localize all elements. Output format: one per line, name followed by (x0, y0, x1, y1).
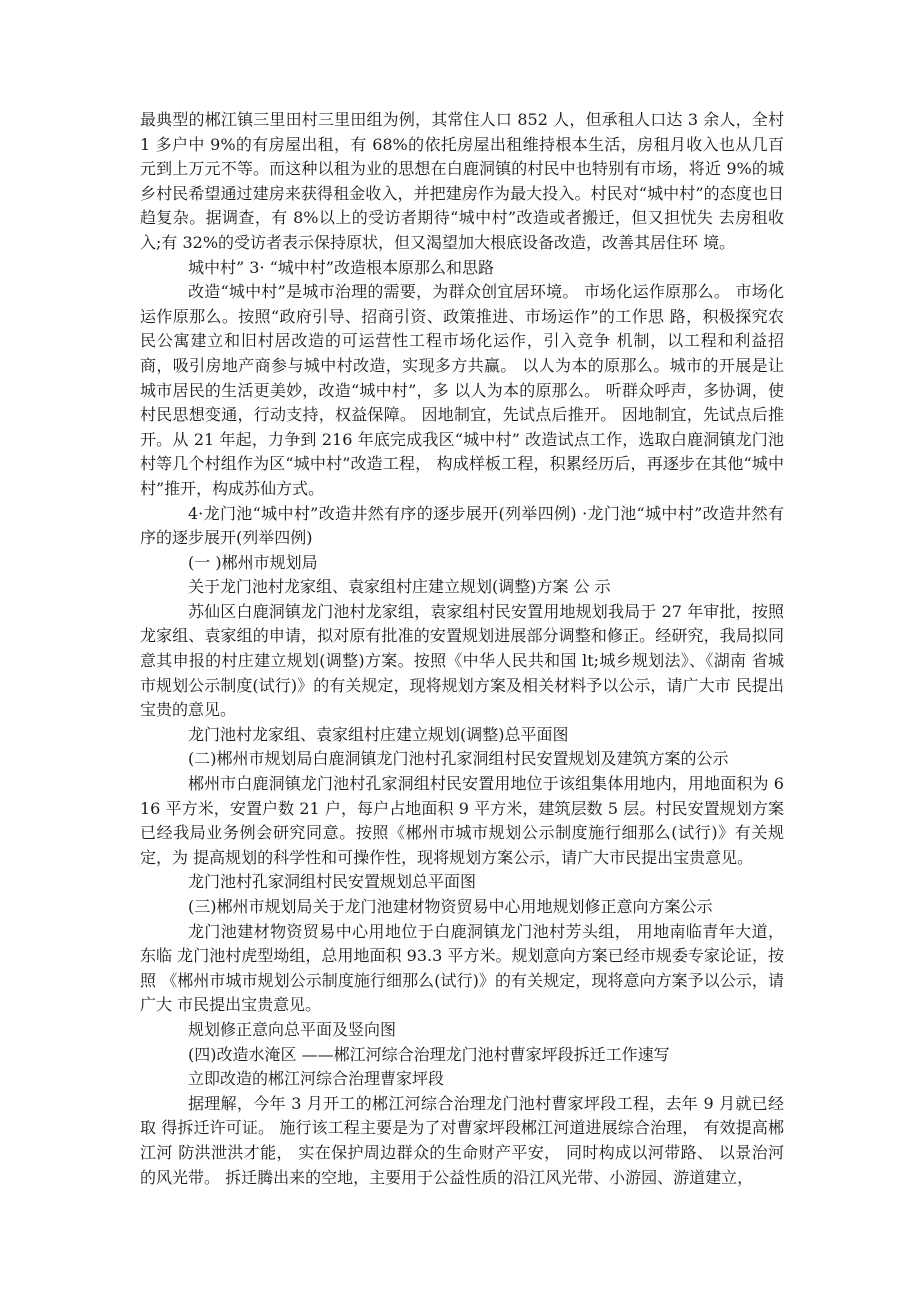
paragraph: 苏仙区白鹿洞镇龙门池村龙家组，袁家组村民安置用地规划我局于 27 年审批，按照龙家组、袁家组的申请，拟对原有批准的安置规划进展部分调整和修正。经研究，我局拟同意其申报的村庄建立规划(调整)方案。按照《中华人民共和国 lt;城乡规划法》、《湖南 省城市规划公示制度(试行)》的有关规定，现将规划方案及相关材料予以公示，请广大市 民提出宝贵的意见。 (140, 601, 784, 720)
paragraph: 最典型的郴江镇三里田村三里田组为例，其常住人口 852 人，但承租人口达 3 余人，全村 1 多户中 9%的有房屋出租，有 68%的依托房屋出租维持根本生活，房租月收入也从几百元到上万元不等。而这种以租为业的思想在白鹿洞镇的村民中也特别有市场，将近 9%的城乡村民希望通过建房来获得租金收入，并把建房作为最大投入。村民对“城中村”的态度也日趋复杂。据调查，有 8%以上的受访者期待“城中村”改造或者搬迁，但又担忧失 去房租收入;有 32%的受访者表示保持原状，但又渴望加大根底设备改造，改善其居住环 境。 (140, 110, 784, 252)
notice-title: 关于龙门池村龙家组、袁家组村庄建立规划(调整)方案 公 示 (188, 577, 611, 597)
paragraph: 据理解，今年 3 月开工的郴江河综合治理龙门池村曹家坪段工程，去年 9 月就已经取 得拆迁许可证。 施行该工程主要是为了对曹家坪段郴江河道进展综合治理， 有效提高郴江河 防洪泄洪才能， 实在保护周边群众的生命财产平安， 同时构成以河带路、 以景治河的风光带。 拆迁腾出来的空地，主要用于公益性质的沿江风光带、小游园、游道建立， (140, 1093, 784, 1187)
document-body (140, 108, 784, 1190)
subsection-heading: (四)改造水淹区 ——郴江河综合治理龙门池村曹家坪段拆迁工作速写 (188, 1044, 670, 1064)
subsection-heading: (一 )郴州市规划局 (188, 552, 318, 572)
subsection-heading: (三)郴州市规划局关于龙门池建材物资贸易中心用地规划修正意向方案公示 (188, 897, 713, 916)
paragraph: 改造“城中村”是城市治理的需要，为群众创宜居环境。 市场化运作原那么。 市场化运作原那么。按照“政府引导、招商引资、政策推进、市场运作”的工作思 路，积极探究农民公寓建立和旧村居改造的可运营性工程市场化运作，引入竞争 机制，以工程和利益招商，吸引房地产商参与城中村改造，实现多方共赢。 以人为本的原那么。城市的开展是让城市居民的生活更美妙，改造“城中村”，多 以人为本的原那么。 听群众呼声，多协调，使村民思想变通，行动支持，权益保障。 因地制宜，先试点后推开。 因地制宜，先试点后推开。从 21 年起，力争到 216 年底完成我区“城中村” 改造试点工作，选取白鹿洞镇龙门池村等几个村组作为区“城中村”改造工程， 构成样板工程，积累经历后，再逐步在其他“城中村”推开，构成苏仙方式。 (140, 282, 784, 498)
paragraph: 龙门池建材物资贸易中心用地位于白鹿洞镇龙门池村芳头组， 用地南临青年大道，东临 龙门池村虎型坳组，总用地面积 93.3 平方米。规划意向方案已经市规委专家论证，按照 《郴州市城市规划公示制度施行细那么(试行)》的有关规定，现将意向方案予以公示，请广大 市民提出宝贵意见。 (140, 921, 784, 1015)
subsection-heading: (二)郴州市规划局白鹿洞镇龙门池村孔家洞组村民安置规划及建筑方案的公示 (188, 749, 729, 769)
figure-caption: 龙门池村孔家洞组村民安置规划总平面图 (188, 872, 477, 892)
section-heading: 4·龙门池“城中村”改造井然有序的逐步展开(列举四例) ·龙门池“城中村”改造井然有序的逐步展开(列举四例) (140, 503, 784, 548)
paragraph: 郴州市白鹿洞镇龙门池村孔家洞组村民安置用地位于该组集体用地内，用地面积为 616 平方米，安置户数 21 户，每户占地面积 9 平方米，建筑层数 5 层。村民安置规划方案已经我局业务例会研究同意。按照《郴州市城市规划公示制度施行细那么(试行)》有关规定，为 提高规划的科学性和可操作性，现将规划方案公示，请广大市民提出宝贵意见。 (140, 774, 784, 867)
subheading: 立即改造的郴江河综合治理曹家坪段 (188, 1069, 445, 1089)
figure-caption: 龙门池村龙家组、袁家组村庄建立规划(调整)总平面图 (188, 724, 569, 744)
section-heading: 城中村” 3· “城中村”改造根本原那么和思路 (188, 257, 494, 277)
figure-caption: 规划修正意向总平面及竖向图 (188, 1019, 397, 1039)
